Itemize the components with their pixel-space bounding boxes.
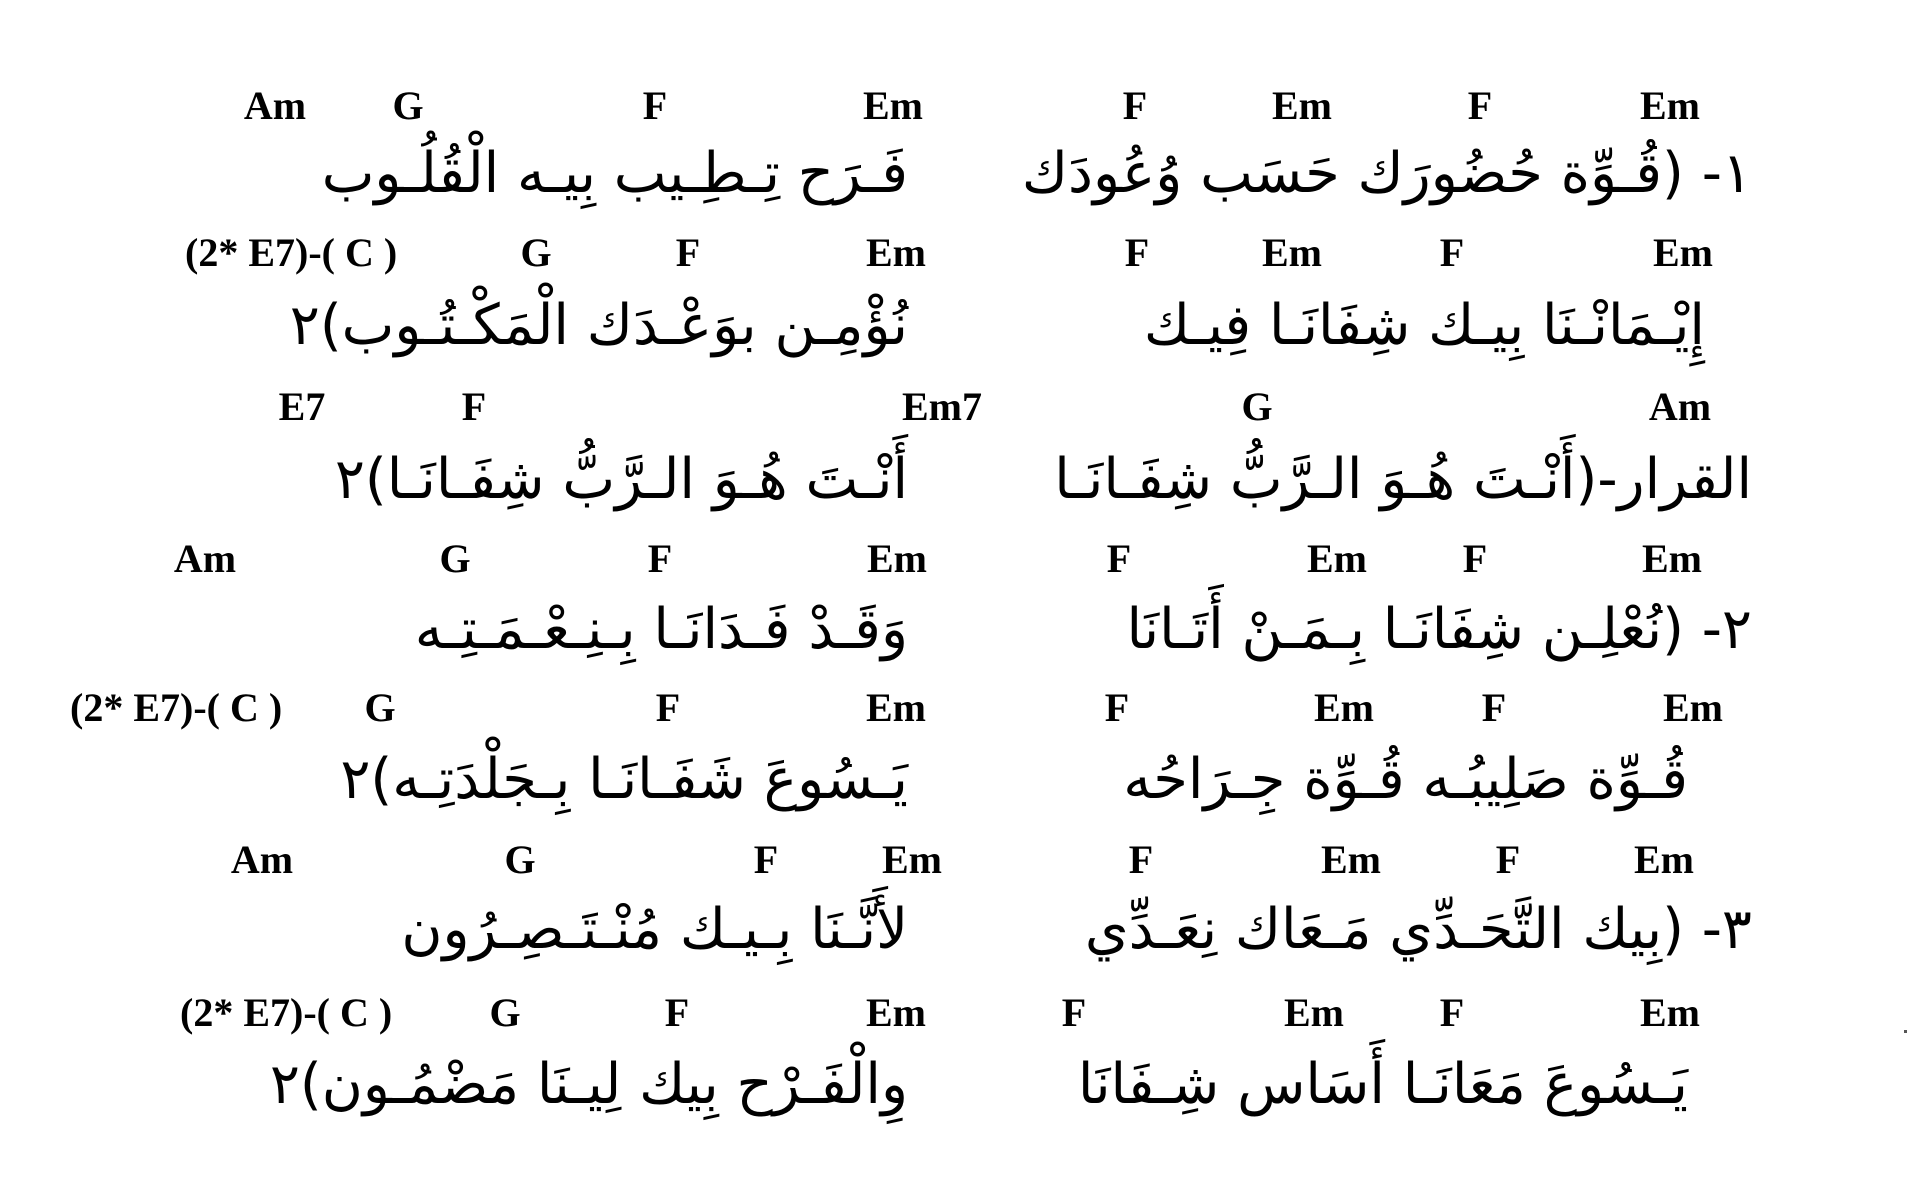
chord: Em [1653, 230, 1713, 275]
chord: F [1106, 536, 1132, 581]
chord: Em [1272, 83, 1332, 128]
chord: Em [866, 230, 926, 275]
chord: F [753, 837, 779, 882]
lyric-line-left: وِالْفَـرْح بِيك لِيـنَا مَضْمُـون)٢ [269, 1052, 908, 1117]
chord: F [642, 83, 668, 128]
chord: F [1122, 83, 1148, 128]
chord: F [1061, 990, 1087, 1035]
chord: G [1241, 384, 1273, 429]
lyric-line-left: فَـرَح تِـطِـيب بِيـه الْقُلُـوب [321, 141, 908, 206]
chord: F [1467, 83, 1493, 128]
lyric-line-right: القرار-(أَنْـتَ هُـوَ الـرَّبُّ شِفَـانَـا [1054, 447, 1752, 512]
chord: F [675, 230, 701, 275]
lyric-line-left: وَقَـدْ فَـدَانَـا بِـنِـعْـمَـتِـه [414, 597, 908, 662]
chord: (2* E7)-( C ) [70, 685, 283, 730]
chord: F [461, 384, 487, 429]
lyric-line-right: ٣- (بِيك التَّحَـدِّي مَـعَاك نِعَـدِّي [1084, 897, 1752, 962]
chord: Em [866, 685, 926, 730]
chord: F [1124, 230, 1150, 275]
lyric-line-right: ١- (قُـوِّة حُضُورَك حَسَب وُعُودَك [1021, 141, 1752, 206]
chord: Em [1634, 837, 1694, 882]
lyric-line-right: قُـوِّة صَلِيبُـه قُـوِّة جِـرَاحُه [1123, 747, 1688, 812]
lyric-line-right: ٢- (نُعْلِـن شِفَانَـا بِـمَـنْ أَتَـانَا [1126, 597, 1752, 662]
chord: F [1495, 837, 1521, 882]
chord: Am [1648, 384, 1712, 429]
lyric-line-left: أَنْـتَ هُـوَ الـرَّبُّ شِفَـانَـا)٢ [334, 447, 908, 512]
chord: F [1481, 685, 1507, 730]
chord: Em [1314, 685, 1374, 730]
chord: (2* E7)-( C ) [180, 990, 393, 1035]
lyric-line-left: لأَنَّـنَا بِـيـك مُنْـتَـصِـرُون [401, 897, 908, 962]
lyric-line-left: يَـسُوعَ شَفَـانَـا بِـجَلْدَتِـه)٢ [340, 747, 908, 812]
chord: F [1439, 230, 1465, 275]
chord: F [664, 990, 690, 1035]
lyric-line-left: نُؤْمِـن بوَعْـدَك الْمَكْـتُـوب)٢ [289, 293, 908, 358]
chord: Em [1262, 230, 1322, 275]
chord: Em [866, 990, 926, 1035]
chord: Em [1640, 990, 1700, 1035]
chord: Em [1321, 837, 1381, 882]
chord: G [520, 230, 552, 275]
chord: Am [173, 536, 237, 581]
chord: G [489, 990, 521, 1035]
chord: Em [1307, 536, 1367, 581]
chord: Am [243, 83, 307, 128]
chord: Em [1642, 536, 1702, 581]
chord: Em [1663, 685, 1723, 730]
chord: E7 [278, 384, 326, 429]
chord: G [392, 83, 424, 128]
chord: Em [1284, 990, 1344, 1035]
chord: F [655, 685, 681, 730]
chord: F [1462, 536, 1488, 581]
chord: Em [882, 837, 942, 882]
chord: F [647, 536, 673, 581]
lyric-line-right: يَـسُوعَ مَعَانَـا أَسَاس شِـفَانَا [1077, 1052, 1688, 1117]
chord: G [439, 536, 471, 581]
lyric-line-right: إِيْـمَانْـنَا بِيـك شِفَانَـا فِيـك [1143, 293, 1705, 358]
chord: Em7 [902, 384, 982, 429]
scan-speck [1904, 1030, 1907, 1033]
chord: F [1104, 685, 1130, 730]
chord: Em [863, 83, 923, 128]
chord: Em [1640, 83, 1700, 128]
chord: F [1439, 990, 1465, 1035]
chord: F [1128, 837, 1154, 882]
chord: G [504, 837, 536, 882]
chord: Em [867, 536, 927, 581]
chord: Am [230, 837, 294, 882]
chord: (2* E7)-( C ) [185, 230, 398, 275]
chord: G [364, 685, 396, 730]
